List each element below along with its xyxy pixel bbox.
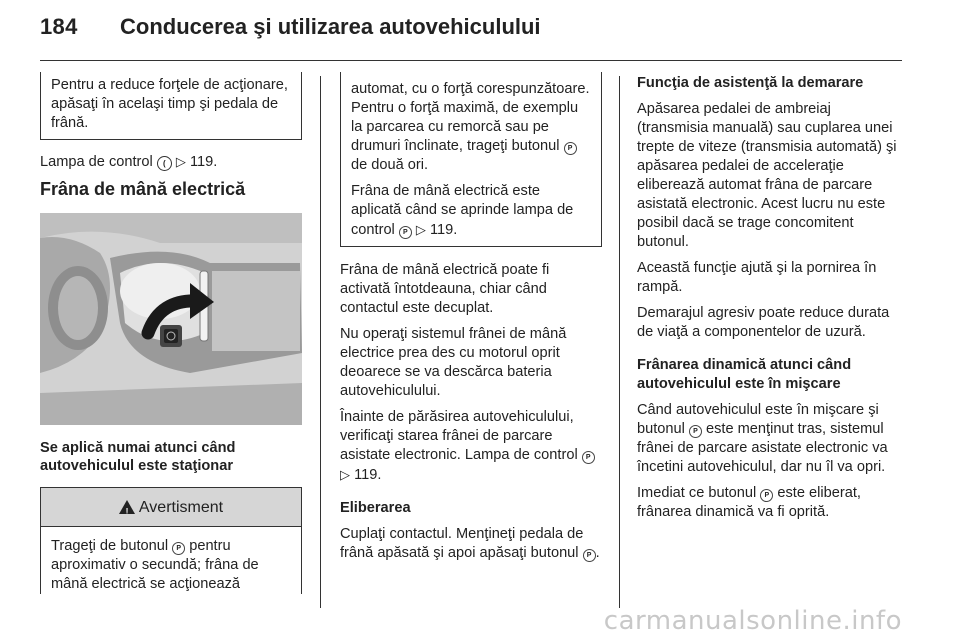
brake-lamp-icon: (	[157, 156, 172, 171]
ref-arrow-icon: ▷	[175, 154, 186, 169]
warning-text-a: Trageţi de butonul	[51, 538, 173, 554]
lamp-ref: 119.	[189, 154, 218, 170]
warning-box	[40, 487, 302, 594]
warning-continued-box	[340, 72, 602, 247]
release-heading: Eliberarea	[340, 500, 411, 516]
lamp-text: Lampa de control	[40, 154, 153, 170]
column-3	[637, 74, 903, 529]
p3-ref: 119.	[354, 467, 382, 483]
page-number: 184	[40, 14, 78, 39]
parking-brake-icon: P	[172, 542, 185, 555]
warning-icon: !	[119, 500, 135, 514]
paragraph-2: Nu operaţi sistemul frânei de mână electrice prea des cu motorul oprit deoarece se va descărca bateria autovehiculului.	[340, 326, 567, 399]
column-divider-2	[619, 76, 620, 608]
warning-title: Avertisment	[138, 498, 224, 516]
box-paragraph-2	[351, 182, 591, 240]
box-p2-text: Frâna de mână electrică este aplicată când se aprinde lampa de control	[351, 183, 574, 238]
page-title: Conducerea şi utilizarea autovehiculului	[120, 14, 541, 39]
release-end: .	[595, 545, 600, 561]
column-1	[40, 72, 302, 594]
header-rule	[40, 60, 902, 61]
paragraph-4	[637, 401, 903, 477]
watermark: carmanualsonline.info	[603, 606, 902, 636]
box-p1-text: automat, cu o forţă corespunzătoare. Pentru o forţă maximă, de exemplu la parcarea cu remorcă sau pe drumuri înclinate, trageţi butonul	[351, 81, 590, 154]
warning-header	[41, 488, 301, 527]
column-divider-1	[320, 76, 321, 608]
paragraph-3	[340, 408, 602, 485]
note-box	[40, 72, 302, 140]
subheading: Se aplică numai atunci când autovehiculul este staţionar	[40, 440, 236, 474]
p5-text-b: este eliberat, frânarea dinamică va fi oprită.	[637, 485, 861, 520]
parking-brake-icon: P	[583, 549, 596, 562]
column-2	[340, 72, 602, 570]
parking-brake-icon: P	[564, 142, 577, 155]
box-p2-ref: 119.	[429, 222, 458, 238]
ref-arrow-icon: ▷	[340, 467, 350, 482]
parking-brake-icon: P	[399, 226, 412, 239]
p3-text: Înainte de părăsirea autovehiculului, verificaţi starea frânei de parcare asistate electronic. Lampa de control	[340, 409, 582, 463]
release-paragraph	[340, 525, 602, 563]
paragraph-3: Demarajul agresiv poate reduce durata de viaţă a componentelor de uzură.	[637, 305, 890, 340]
parking-brake-icon: P	[582, 451, 595, 464]
box-p1-end: de două ori.	[351, 157, 429, 173]
paragraph-1: Frâna de mână electrică poate fi activată întotdeauna, chiar când contactul este decuplat.	[340, 262, 550, 316]
parking-brake-icon: P	[689, 425, 702, 438]
note-text: Pentru a reduce forţele de acţionare, apăsaţi în acelaşi timp şi pedala de frână.	[51, 77, 288, 131]
start-assist-heading: Funcţia de asistenţă la demarare	[637, 75, 864, 91]
paragraph-2: Această funcţie ajută şi la pornirea în rampă.	[637, 260, 877, 295]
p4-text-a: Când autovehiculul este în mişcare şi butonul	[637, 402, 879, 437]
p4-text-b: este menţinut tras, sistemul frânei de parcare asistate electronic va încetini autovehiculul, dar nu îl va opri.	[637, 421, 888, 475]
dynamic-braking-heading: Frânarea dinamică atunci când autovehiculul este în mişcare	[637, 357, 852, 392]
ref-arrow-icon: ▷	[415, 222, 426, 237]
box-paragraph-1	[351, 80, 591, 175]
lamp-line	[40, 152, 302, 172]
parking-brake-icon: P	[760, 489, 773, 502]
warning-body	[41, 527, 301, 594]
p5-text-a: Imediat ce butonul	[637, 485, 761, 501]
brake-switch-photo	[40, 213, 302, 425]
paragraph-5	[637, 484, 903, 522]
release-text: Cuplaţi contactul. Menţineţi pedala de frână apăsată şi apoi apăsaţi butonul	[340, 526, 584, 561]
section-heading: Frâna de mână electrică	[40, 179, 246, 199]
paragraph-1: Apăsarea pedalei de ambreiaj (transmisia manuală) sau cuplarea unei trepte de viteze (transmisia automată) şi apăsarea pedalei de acceleraţie eliberează automat frâna de parcare asistată electronic. Acest lucru nu este posibil dacă se trage concomitent butonul.	[637, 101, 897, 250]
warning-text-b: pentru aproximativ o secundă; frâna de mână electrică se acţionează	[51, 538, 259, 592]
